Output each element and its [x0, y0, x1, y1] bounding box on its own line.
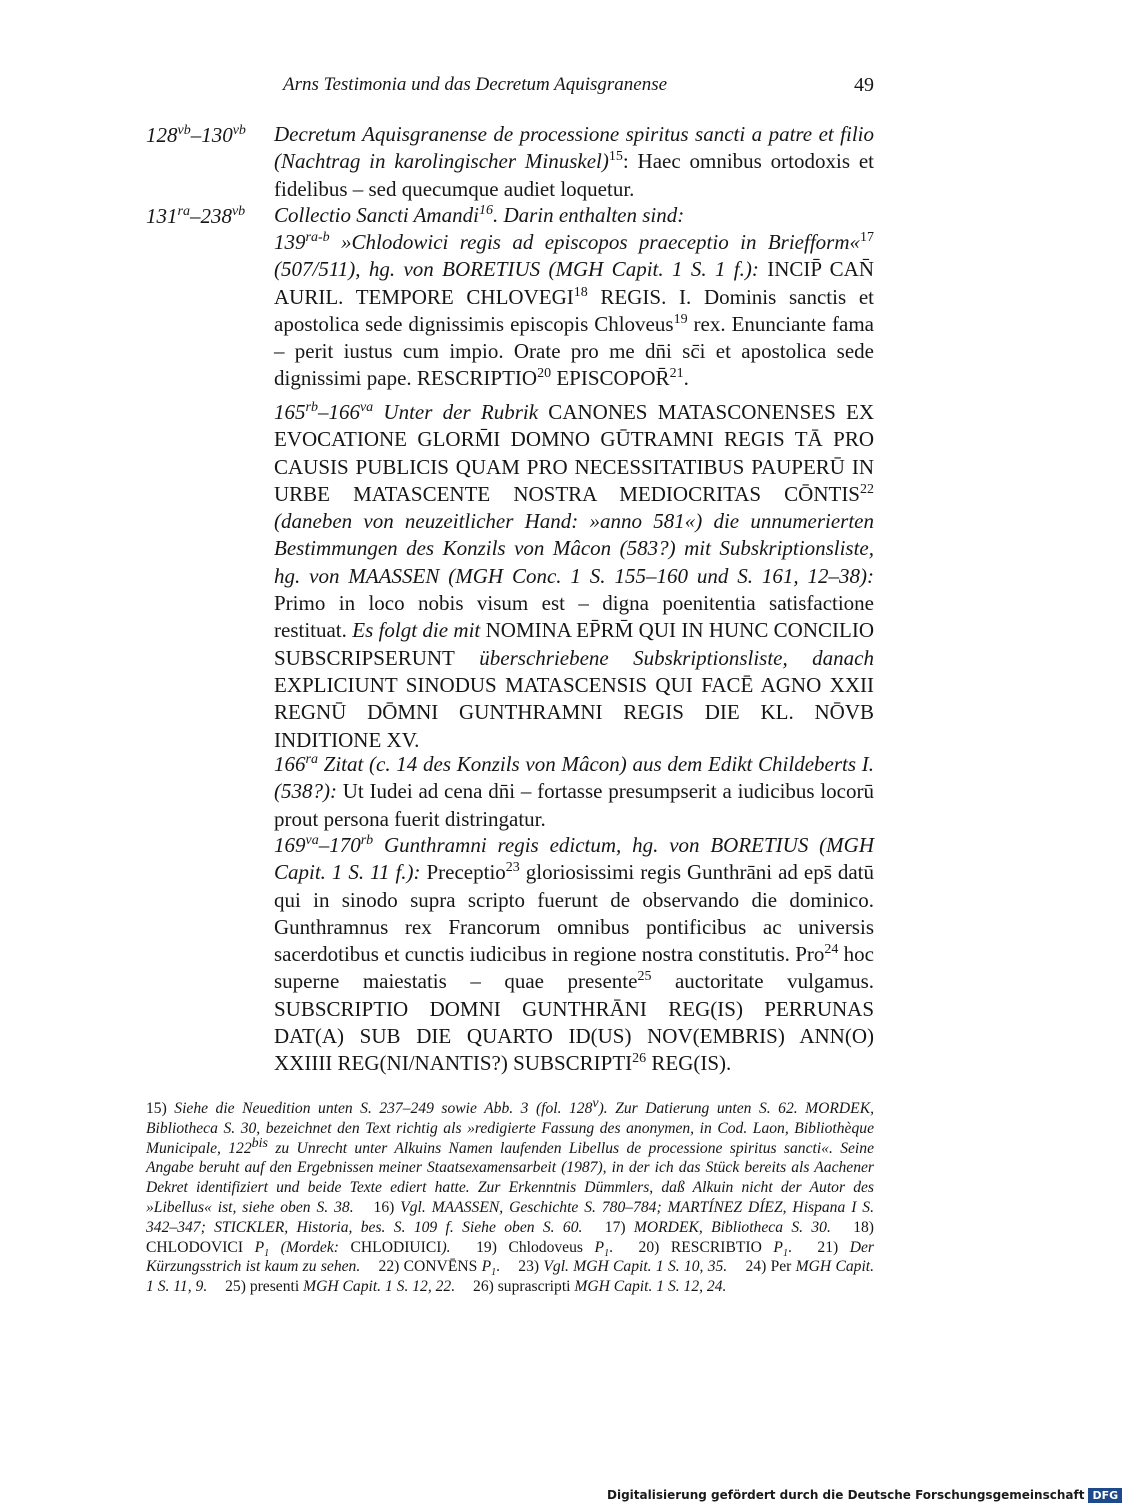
footnote-ref: 17	[860, 230, 874, 245]
footnote-text: Vgl. MAASSEN, Geschichte S. 780–784; MARTÍNEZ DÍEZ, Hispana I S. 342–347; STICKLER, Historia, bes. S. 109 f. Siehe oben S. 60.	[146, 1198, 874, 1236]
footnote-ref: 26	[632, 1051, 647, 1067]
footnote-ref: 24	[824, 942, 839, 958]
footnote-text: CONVĒNS	[399, 1258, 478, 1276]
footnote-text: RESCRIBTIO	[659, 1238, 762, 1256]
footnote-text: P	[582, 1238, 605, 1256]
folio-number: 131	[146, 204, 178, 228]
folio-side: vb	[232, 123, 246, 138]
footnote-ref: 16	[478, 203, 493, 218]
folio-side: rb	[360, 833, 374, 848]
footnote-text: 1	[491, 1267, 497, 1279]
folio-number: 139	[274, 230, 306, 254]
footnote-ref: 21	[669, 366, 684, 382]
source-text: auctoritate vulgamus. SUBSCRIPTIO DOMNI GUNTHRĀNI REG(IS) PERRUNAS DAT(A) SUB DIE QUARTO ID(US) NOV(EMBRIS) ANN(O) XXIIII REG(NI/NANTIS?) SUBSCRIPTI	[274, 969, 875, 1076]
folio-number: –238	[189, 204, 232, 228]
folio-number: 166	[274, 752, 306, 776]
editorial-text: (daneben von neuzeitlicher Hand: »anno 581«) die unnumerierten Bestimmungen des Konzils von Mâcon (583?) mit Subskriptionsliste, hg. von MAASSEN (MGH Conc. 1 S. 155–160 und S. 161, 12–38):	[274, 509, 874, 588]
footnote-number: 22)	[378, 1258, 400, 1276]
folio-label-131-238	[146, 204, 268, 229]
folio-side: vb	[177, 123, 191, 138]
folio-number: –130	[190, 123, 233, 147]
editorial-text: »Chlodowici regis ad episcopos praeceptio in Briefform«	[329, 230, 860, 254]
folio-number: –166	[317, 400, 360, 424]
folio-side: ra	[305, 752, 318, 767]
footnote-text: v	[592, 1095, 599, 1111]
footnote-text: MGH Capit. 1 S. 11, 9.	[146, 1258, 875, 1296]
footnote-number: 20)	[638, 1238, 660, 1256]
sub-entry-166	[274, 751, 874, 833]
footnote-25	[225, 1278, 455, 1295]
editorial-text: Gunthramni regis edictum, hg. von BORETIUS (MGH Capit. 1 S. 11 f.):	[274, 833, 874, 885]
footnote-text: ).	[441, 1238, 451, 1256]
editorial-text: (507/511), hg. von BORETIUS (MGH Capit. 1 S. 1 f.):	[274, 257, 759, 282]
sub-entry-165-166	[274, 399, 874, 754]
footnote-text: bis	[251, 1135, 268, 1151]
footnote-17	[605, 1219, 831, 1236]
dfg-funding-banner	[607, 1486, 1122, 1504]
source-text: REG(IS).	[646, 1051, 732, 1076]
source-text: .	[683, 366, 689, 391]
footnote-number: 17)	[604, 1218, 626, 1236]
footnote-number: 15)	[146, 1100, 167, 1117]
footnote-number: 26)	[473, 1278, 494, 1296]
footnote-text: P	[477, 1258, 492, 1276]
footnote-text: .	[609, 1238, 613, 1256]
source-text: Preceptio	[420, 860, 506, 885]
footnote-text: 1	[264, 1247, 270, 1259]
footnote-ref: 15	[608, 149, 623, 165]
entry-collectio-sancti-amandi	[274, 202, 874, 229]
running-head: Arns Testimonia und das Decretum Aquisgranense	[283, 74, 668, 95]
sub-entry-169-170	[274, 832, 874, 1078]
page-number: 49	[854, 74, 874, 96]
footnote-text: Chlodoveus	[496, 1238, 583, 1256]
source-text: rex. Enunciante fama – perit iustus cum impio. Orate pro me dn̄i sc̄i et apostolica sede dignissimi pape. RESCRIPTIO	[274, 311, 874, 391]
folio-side: rb	[305, 400, 318, 415]
editorial-text: Zitat (c. 14 des Konzils von Mâcon) aus dem Edikt Childeberts I. (538?):	[274, 752, 874, 804]
footnote-number: 23)	[518, 1258, 540, 1276]
folio-side: va	[305, 833, 319, 848]
folio-number: 165	[274, 400, 306, 424]
footnote-number: 18)	[853, 1218, 874, 1236]
folio-side: va	[359, 400, 374, 415]
footnote-ref: 20	[537, 366, 552, 382]
footnote-number: 16)	[373, 1198, 395, 1216]
footnote-text: Vgl. MGH Capit. 1 S. 10, 35.	[539, 1258, 728, 1276]
footnote-text: CHLODIUICI	[350, 1238, 442, 1256]
footnote-number: 25)	[225, 1278, 246, 1296]
footnote-text: P	[761, 1238, 783, 1256]
footnote-text: MORDEK, Bibliotheca S. 30.	[625, 1218, 831, 1236]
footnote-19	[476, 1238, 613, 1259]
footnote-23	[518, 1258, 727, 1275]
footnotes	[146, 1095, 875, 1297]
footnote-text: (Mordek:	[269, 1238, 351, 1256]
footnote-text: .	[787, 1238, 792, 1256]
source-text: Primo in loco nobis visum est – digna poenitentia satisfactione restituat.	[274, 591, 874, 643]
folio-side: vb	[231, 204, 246, 219]
source-text: EPISCOPOR̄	[551, 366, 670, 391]
footnote-ref: 19	[673, 311, 688, 327]
entry-text: . Darin enthalten sind:	[492, 203, 685, 227]
footnote-ref: 22	[860, 481, 874, 497]
editorial-text: Unter der Rubrik	[373, 400, 539, 424]
footnote-text: CHLODOVICI	[146, 1238, 244, 1256]
footnote-text: suprascripti	[493, 1278, 571, 1296]
source-text: hoc superne maiestatis – quae presente	[274, 942, 874, 994]
footnote-ref: 23	[505, 860, 520, 876]
folio-number: 169	[274, 833, 306, 857]
source-text: REGIS. I. Dominis sanctis et apostolica sede dignissimis episcopis Chloveus	[274, 284, 874, 336]
entry-text: : Haec omnibus ortodoxis et fidelibus – sed quecumque audiet loquetur.	[274, 149, 875, 201]
source-text: CANONES MATASCONENSES EX EVOCATIONE GLORM̄I DOMNO GŪTRAMNI REGIS TĀ PRO CAUSIS PUBLICIS QUAM PRO NECESSITATIBUS PAUPERŪ IN URBE MATASCENTE NOSTRA MEDIOCRITAS CŌNTIS	[274, 400, 874, 506]
footnote-text: MGH Capit. 1 S. 12, 24.	[570, 1278, 727, 1296]
sub-entry-139	[274, 229, 874, 393]
footnote-20	[638, 1238, 792, 1259]
footnote-text: MGH Capit. 1 S. 12, 22.	[299, 1278, 456, 1296]
footnote-text: Siehe die Neuedition unten S. 237–249 sowie Abb. 3 (fol. 128	[166, 1100, 593, 1117]
source-text: Ut Iudei ad cena dn̄i – fortasse presumpserit a iudicibus locorū prout persona fuerit distringatur.	[274, 779, 874, 831]
editorial-text: überschriebene Subskriptionsliste, danach	[454, 645, 874, 670]
banner-text: Digitalisierung gefördert durch die Deutsche Forschungsgemeinschaft	[607, 1488, 1085, 1502]
footnote-number: 19)	[476, 1238, 497, 1256]
footnote-text: ). Zur Datierung unten S. 62. MORDEK, Bibliotheca S. 30, bezeichnet den Text richtig als »redigierte Fassung des anonymen, in Cod. Laon, Bibliothèque Municipale, 122	[146, 1100, 874, 1157]
footnote-22	[378, 1258, 500, 1279]
footnote-text: Der Kürzungsstrich ist kaum zu sehen.	[146, 1238, 875, 1276]
footnote-26	[473, 1278, 726, 1295]
editorial-text: Es folgt die mit	[346, 618, 481, 643]
footnote-text: .	[496, 1258, 500, 1276]
footnote-number: 21)	[817, 1238, 839, 1256]
folio-number: 128	[146, 123, 178, 147]
source-text: INCIP̄ CAN̄ AURIL. TEMPORE CHLOVEGI	[274, 257, 874, 309]
footnote-text: presenti	[245, 1278, 300, 1296]
dfg-logo: DFG	[1088, 1488, 1122, 1503]
folio-side: ra-b	[305, 230, 330, 245]
source-text: EXPLICIUNT SINODUS MATASCENSIS QUI FACĒ AGNO XXII REGNŪ DŌMNI GUNTHRAMNI REGIS DIE KL. NŌVB INDITIONE XV.	[274, 672, 874, 752]
footnote-ref: 18	[573, 284, 588, 300]
footnote-text: 1	[782, 1247, 788, 1259]
footnote-text: zu Unrecht unter Alkuins Namen laufenden Libellus de processione spiritus sancti«. Seine Angabe beruht auf den Ergebnissen meiner Staatsexamensarbeit (1987), in der ich das Stück bereits als Aachener Dekret identifiziert und beide Texte ediert hatte. Zur Erkenntnis Dümmlers, daß Alkuin nicht der Autor des »Libellus« ist, siehe oben S. 38.	[146, 1139, 874, 1216]
folio-label-128-130	[146, 123, 268, 148]
footnote-number: 24)	[745, 1258, 767, 1276]
folio-number: –170	[318, 833, 361, 857]
entry-title: Collectio Sancti Amandi	[274, 203, 479, 227]
source-text: gloriosissimi regis Gunthrāni ad eps̄ datū qui in sinodo supra scripto fuerunt de observando die dominico. Gunthramnus rex Francorum omnibus pontificibus ac universis sacerdotibus et cunctis iudicibus in regione nostra constitutis. Pro	[274, 860, 874, 967]
footnote-ref: 25	[637, 969, 652, 985]
entry-decretum-aquisgranense	[274, 121, 874, 203]
source-text: NOMINA EP̄RM̄ QUI IN HUNC CONCILIO SUBSCRIPSERUNT	[274, 618, 874, 670]
footnote-text: 1	[604, 1247, 610, 1259]
folio-side: ra	[177, 204, 190, 219]
footnote-text: P	[243, 1238, 265, 1256]
entry-title: Decretum Aquisgranense de processione spiritus sancti a patre et filio (Nachtrag in karolingischer Minuskel)	[274, 122, 874, 174]
footnote-text: Per	[766, 1258, 792, 1276]
